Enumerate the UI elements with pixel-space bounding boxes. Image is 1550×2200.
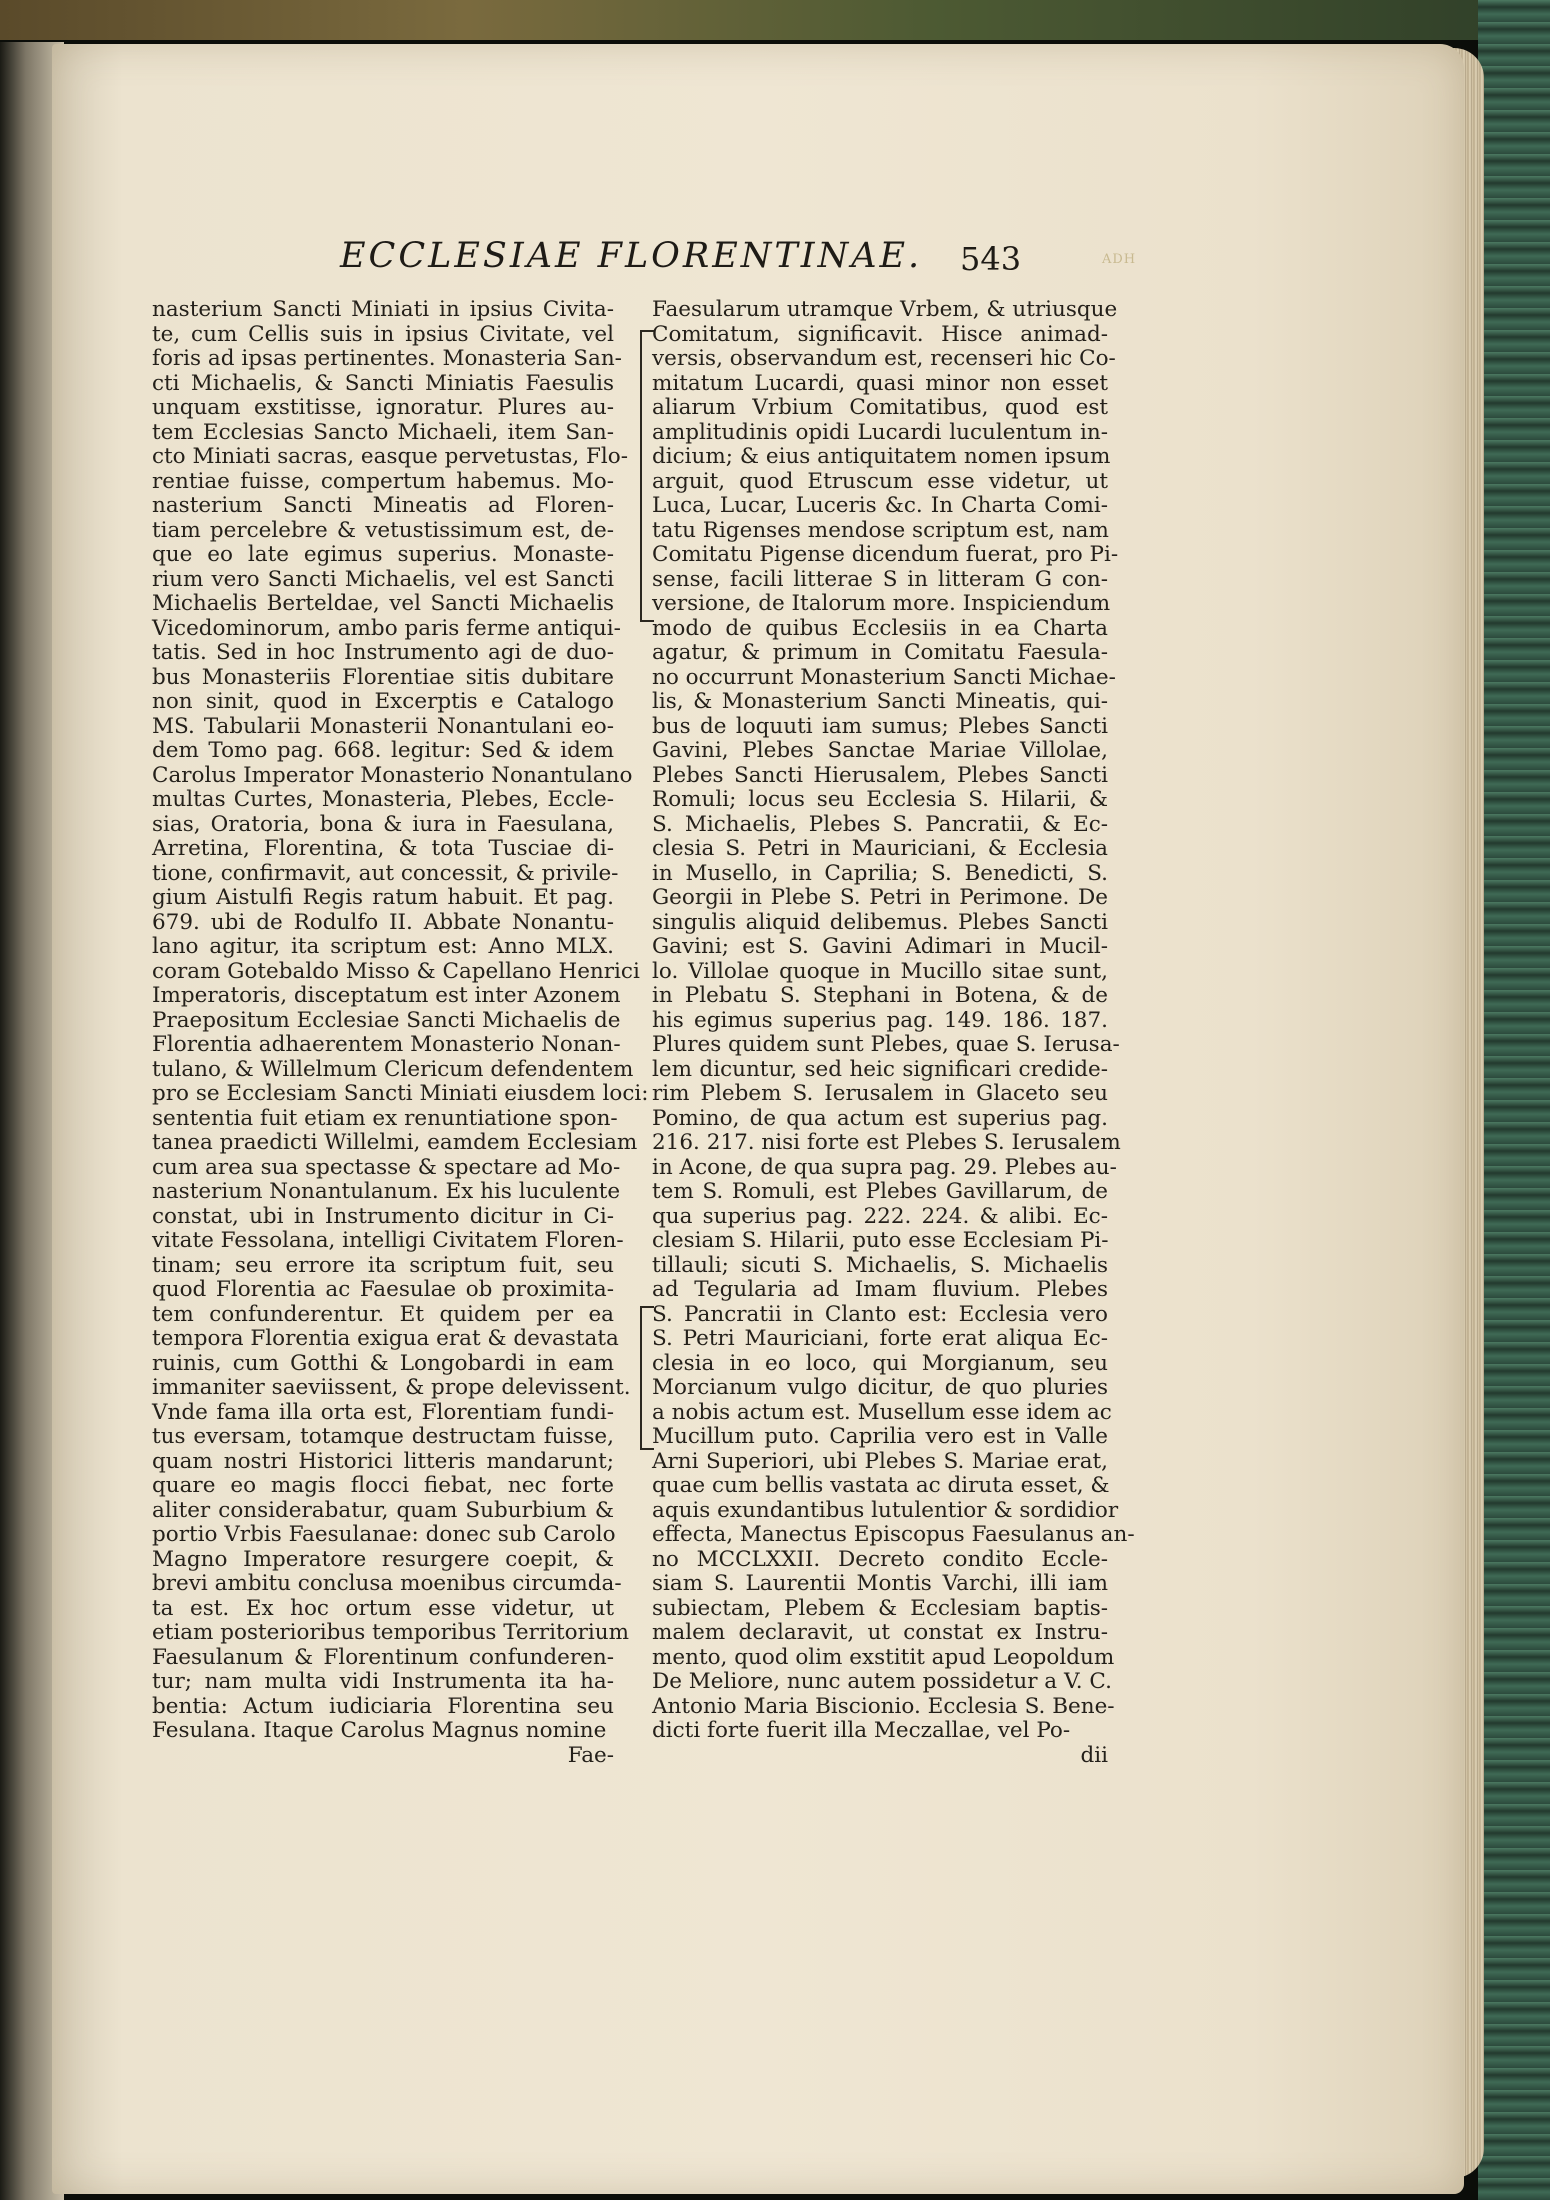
text-line: dem Tomo pag. 668. legitur: Sed & idem — [152, 738, 614, 763]
text-line: tione, confirmavit, aut concessit, & privile- — [152, 860, 619, 886]
text-line: arguit, quod Etruscum esse videtur, ut — [652, 468, 1108, 494]
text-line: subiectam, Plebem & Ecclesiam baptis- — [652, 1595, 1108, 1621]
text-line: sententia fuit etiam ex renuntiatione spon- — [152, 1105, 618, 1131]
text-line: lis, & Monasterium Sancti Mineatis, qui- — [652, 689, 1108, 714]
text-line: tem Ecclesias Sancto Michaeli, item San- — [152, 419, 614, 445]
text-line: S. Pancratii in Clanto est: Ecclesia vero — [652, 1301, 1108, 1327]
text-line: tanea praedicti Willelmi, eamdem Ecclesiam — [152, 1130, 638, 1155]
text-line: foris ad ipsas pertinentes. Monasteria San- — [152, 346, 622, 371]
text-line: quae cum bellis vastata ac diruta esset, & — [652, 1473, 1110, 1498]
text-line: pro se Ecclesiam Sancti Miniati eiusdem loci: — [152, 1081, 649, 1106]
text-line: 216. 217. nisi forte est Plebes S. Ierusalem — [652, 1130, 1121, 1155]
text-line: aliarum Vrbium Comitatibus, quod est — [652, 395, 1108, 420]
text-line: Gavini, Plebes Sanctae Mariae Villolae, — [652, 738, 1108, 763]
text-line: Comitatum, significavit. Hisce animad- — [652, 321, 1108, 347]
text-line: Fesulana. Itaque Carolus Magnus nomine — [152, 1718, 607, 1743]
text-line: brevi ambitu conclusa moenibus circumda- — [152, 1571, 622, 1596]
text-line: a nobis actum est. Musellum esse idem ac — [652, 1399, 1112, 1425]
text-line: siam S. Laurentii Montis Varchi, illi iam — [652, 1571, 1108, 1596]
text-line: clesia in eo loco, qui Morgianum, seu — [652, 1350, 1108, 1376]
text-line: Faesulanum & Florentinum confunderen- — [152, 1644, 614, 1670]
text-line: tulano, & Willelmum Clericum defendentem — [152, 1056, 634, 1082]
text-line: lo. Villolae quoque in Mucillo sitae sunt, — [652, 958, 1108, 984]
text-line: Magno Imperatore resurgere coepit, & — [152, 1546, 614, 1572]
text-line: gium Aistulfi Regis ratum habuit. Et pag. — [152, 885, 614, 910]
text-line: 679. ubi de Rodulfo II. Abbate Nonantu- — [152, 909, 614, 935]
text-line: bentia: Actum iudiciaria Florentina seu — [152, 1693, 614, 1719]
text-line: tus eversam, totamque destructam fuisse, — [152, 1424, 614, 1449]
right-text-column — [652, 297, 1135, 1768]
text-line: bus Monasteriis Florentiae sitis dubitare — [152, 664, 614, 690]
text-line: rim Plebem S. Ierusalem in Glaceto seu — [652, 1081, 1108, 1106]
text-line: clesia S. Petri in Mauriciani, & Ecclesia — [652, 836, 1108, 861]
text-line: quare eo magis flocci fiebat, nec forte — [152, 1473, 614, 1498]
text-line: qua superius pag. 222. 224. & alibi. Ec- — [652, 1203, 1108, 1229]
text-line: S. Michaelis, Plebes S. Pancratii, & Ec- — [652, 811, 1108, 837]
text-line: malem declaravit, ut constat ex Instru- — [652, 1620, 1108, 1645]
text-line: Vicedominorum, ambo paris ferme antiqui- — [152, 615, 621, 641]
text-line: lem dicuntur, sed heic significari credide- — [652, 1056, 1108, 1082]
text-line: tinam; seu errore ita scriptum fuit, seu — [152, 1252, 614, 1278]
text-line: Praepositum Ecclesiae Sancti Michaelis de — [152, 1007, 621, 1033]
text-line: tiam percelebre & vetustissimum est, de- — [152, 517, 614, 543]
text-line: aquis exundantibus lutulentior & sordidior — [652, 1497, 1119, 1523]
text-line: Carolus Imperator Monasterio Nonantulano — [152, 762, 633, 788]
text-line: tempora Florentia exigua erat & devastata — [152, 1326, 619, 1351]
text-line: Pomino, de qua actum est superius pag. — [652, 1105, 1108, 1131]
margin-bracket-lower — [640, 1306, 654, 1450]
text-line: nasterium Sancti Mineatis ad Floren- — [152, 493, 614, 518]
text-line: rentiae fuisse, compertum habemus. Mo- — [152, 468, 614, 494]
text-line: te, cum Cellis suis in ipsius Civitate, vel — [152, 321, 614, 347]
text-line: Antonio Maria Biscionio. Ecclesia S. Bene- — [652, 1693, 1115, 1719]
text-line: ruinis, cum Gotthi & Longobardi in eam — [152, 1350, 614, 1376]
text-line: sias, Oratoria, bona & iura in Faesulana, — [152, 811, 614, 837]
text-line: dicti forte fuerit illa Meczallae, vel Po- — [652, 1718, 1071, 1743]
text-line: tem S. Romuli, est Plebes Gavillarum, de — [652, 1179, 1108, 1204]
text-line: vitate Fessolana, intelligi Civitatem Floren- — [152, 1228, 624, 1253]
text-line: que eo late egimus superius. Monaste- — [152, 542, 614, 567]
text-line: in Acone, de qua supra pag. 29. Plebes au- — [652, 1154, 1117, 1180]
text-line: rium vero Sancti Michaelis, vel est Sancti — [152, 566, 614, 592]
text-line: tatu Rigenses mendose scriptum est, nam — [652, 517, 1109, 543]
text-line: no MCCLXXII. Decreto condito Eccle- — [652, 1546, 1108, 1572]
text-line: Luca, Lucar, Luceris &c. In Charta Comi- — [652, 493, 1108, 518]
text-line: MS. Tabularii Monasterii Nonantulani eo- — [152, 713, 614, 739]
text-line: quod Florentia ac Faesulae ob proximita- — [152, 1277, 614, 1302]
text-line: cto Miniati sacras, easque pervetustas, Flo- — [152, 444, 628, 469]
text-line: unquam exstitisse, ignoratur. Plures au- — [152, 395, 614, 420]
catchword: dii — [1080, 1742, 1108, 1768]
book-cover-marbled-edge — [1478, 0, 1550, 2200]
left-text-column — [152, 297, 649, 1768]
text-line: multas Curtes, Monasteria, Plebes, Eccle- — [152, 787, 614, 812]
text-line: his egimus superius pag. 149. 186. 187. — [652, 1007, 1108, 1033]
text-line: immaniter saeviissent, & prope delevissent. — [152, 1375, 631, 1400]
text-line: versione, de Italorum more. Inspiciendum — [652, 591, 1111, 616]
text-line: Comitatu Pigense dicendum fuerat, pro Pi- — [652, 542, 1119, 567]
text-line: Georgii in Plebe S. Petri in Perimone. De — [652, 885, 1108, 910]
text-line: in Musello, in Caprilia; S. Benedicti, S. — [652, 860, 1108, 886]
text-line: in Plebatu S. Stephani in Botena, & de — [652, 983, 1108, 1008]
text-line: Arni Superiori, ubi Plebes S. Mariae erat, — [652, 1448, 1108, 1474]
text-line: effecta, Manectus Episcopus Faesulanus an- — [652, 1522, 1135, 1547]
text-line: aliter considerabatur, quam Suburbium & — [152, 1497, 614, 1523]
text-line: mento, quod olim exstitit apud Leopoldum — [652, 1644, 1115, 1670]
text-line: Plebes Sancti Hierusalem, Plebes Sancti — [652, 762, 1108, 788]
text-line: cum area sua spectasse & spectare ad Mo- — [152, 1154, 621, 1180]
text-line: Arretina, Florentina, & tota Tusciae di- — [152, 836, 614, 861]
margin-bracket-upper — [640, 330, 654, 622]
text-line: Morcianum vulgo dicitur, de quo pluries — [652, 1375, 1108, 1400]
text-line: De Meliore, nunc autem possidetur a V. C. — [652, 1669, 1112, 1694]
text-line: cti Michaelis, & Sancti Miniatis Faesulis — [152, 370, 614, 396]
text-line: versis, observandum est, recenseri hic Co- — [652, 346, 1116, 371]
text-line: sense, facili litterae S in litteram G con- — [652, 566, 1108, 592]
text-line: no occurrunt Monasterium Sancti Michae- — [652, 664, 1116, 690]
text-line: Gavini; est S. Gavini Adimari in Mucil- — [652, 934, 1108, 959]
page-number: 543 — [960, 240, 1022, 278]
text-line: tatis. Sed in hoc Instrumento agi de duo- — [152, 640, 614, 665]
text-line: mitatum Lucardi, quasi minor non esset — [652, 370, 1108, 396]
book-cover-top — [0, 0, 1550, 40]
text-line: non sinit, quod in Excerptis e Catalogo — [152, 689, 614, 714]
text-line: coram Gotebaldo Misso & Capellano Henrici — [152, 958, 640, 984]
text-line: tillauli; sicuti S. Michaelis, S. Michaelis — [652, 1252, 1108, 1278]
text-line: tur; nam multa vidi Instrumenta ita ha- — [152, 1669, 614, 1694]
text-line: Vnde fama illa orta est, Florentiam fundi- — [152, 1399, 614, 1425]
text-line: Imperatoris, disceptatum est inter Azonem — [152, 983, 621, 1008]
text-line: ta est. Ex hoc ortum esse videtur, ut — [152, 1595, 614, 1621]
text-line: modo de quibus Ecclesiis in ea Charta — [652, 615, 1108, 641]
text-line: Faesularum utramque Vrbem, & utriusque — [652, 297, 1118, 322]
text-line: dicium; & eius antiquitatem nomen ipsum — [652, 444, 1111, 469]
catchword: Fae- — [567, 1742, 614, 1768]
text-line: nasterium Sancti Miniati in ipsius Civita- — [152, 297, 614, 322]
text-line: lano agitur, ita scriptum est: Anno MLX. — [152, 934, 614, 959]
text-line: Florentia adhaerentem Monasterio Nonan- — [152, 1032, 621, 1057]
text-line: amplitudinis opidi Lucardi luculentum in- — [652, 419, 1108, 445]
text-line: clesiam S. Hilarii, puto esse Ecclesiam Pi- — [652, 1228, 1109, 1253]
running-title: ECCLESIAE FLORENTINAE. — [340, 236, 923, 276]
text-line: Michaelis Berteldae, vel Sancti Michaelis — [152, 591, 614, 616]
text-line: portio Vrbis Faesulanae: donec sub Carolo — [152, 1522, 616, 1547]
text-line: S. Petri Mauriciani, forte erat aliqua Ec- — [652, 1326, 1108, 1351]
faint-stamp-mark: ADH — [1102, 252, 1137, 267]
text-line: agatur, & primum in Comitatu Faesula- — [652, 640, 1108, 665]
text-line: Romuli; locus seu Ecclesia S. Hilarii, & — [652, 787, 1108, 812]
text-line: nasterium Nonantulanum. Ex his luculente — [152, 1179, 621, 1204]
text-line: quam nostri Historici litteris mandarunt; — [152, 1448, 614, 1474]
text-line: Mucillum puto. Caprilia vero est in Valle — [652, 1424, 1108, 1449]
text-line: ad Tegularia ad Imam fluvium. Plebes — [652, 1277, 1108, 1302]
text-line: bus de loquuti iam sumus; Plebes Sancti — [652, 713, 1108, 739]
text-line: tem confunderentur. Et quidem per ea — [152, 1301, 614, 1327]
text-line: constat, ubi in Instrumento dicitur in Ci- — [152, 1203, 614, 1229]
text-line: singulis aliquid delibemus. Plebes Sancti — [652, 909, 1108, 935]
text-line: Plures quidem sunt Plebes, quae S. Ierusa- — [652, 1032, 1120, 1057]
text-line: etiam posterioribus temporibus Territorium — [152, 1620, 629, 1645]
